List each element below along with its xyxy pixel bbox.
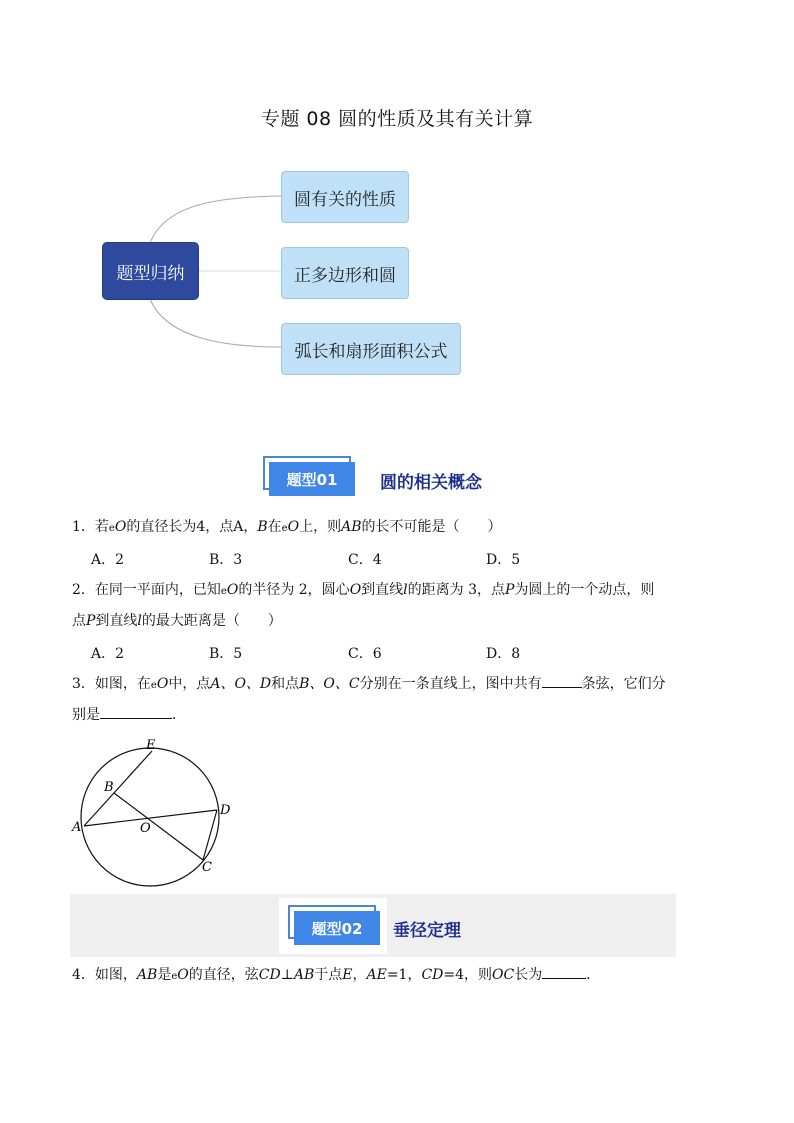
mindmap-root: 题型归纳 <box>103 243 198 299</box>
mindmap-node-1: 圆有关的性质 <box>281 171 409 223</box>
diameter-bc <box>114 793 203 860</box>
section2-badge <box>288 905 382 945</box>
page-title: 专题 08 圆的性质及其有关计算 <box>260 108 534 130</box>
mindmap-node-2: 正多边形和圆 <box>281 247 409 299</box>
circle-figure <box>70 735 240 895</box>
q1-option-c: C．4 <box>348 552 382 568</box>
label-b: B <box>104 780 114 795</box>
section1-title: 圆的相关概念 <box>380 473 482 493</box>
section2-title: 垂径定理 <box>393 921 461 941</box>
connector-top <box>150 196 281 243</box>
circle-o <box>81 748 219 886</box>
badge-label: 题型02 <box>294 911 380 945</box>
question-4: 4．如图，AB是eO的直径，弦CD⊥AB于点E，AE=1，CD=4，则OC长为 ． <box>72 964 600 987</box>
answer-blank-chords[interactable] <box>100 704 172 719</box>
q1-option-a: A．2 <box>91 552 125 568</box>
q2-option-a: A．2 <box>91 646 125 662</box>
badge-label: 题型01 <box>269 462 355 496</box>
question-2-line-1: 2．在同一平面内，已知eO的半径为 2，圆心O到直线l的距离为 3，点P为圆上的一个动点，则 <box>72 582 655 598</box>
label-a: A <box>72 820 82 835</box>
connector-bottom <box>150 299 281 347</box>
section1-badge <box>263 456 357 496</box>
question-3-line-1: 3．如图，在eO中，点A、O、D和点B、O、C分别在一条直线上，图中共有 条弦，它们分 <box>72 673 666 696</box>
label-c: C <box>202 860 212 875</box>
answer-blank-oc[interactable] <box>542 964 586 979</box>
q2-option-b: B．5 <box>209 646 243 662</box>
question-1: 1．若eO的直径长为4，点A，B在eO上，则AB的长不可能是（ ） <box>72 519 502 535</box>
q1-option-d: D．5 <box>486 552 521 568</box>
question-3-line-2: 别是 ． <box>72 704 186 725</box>
mindmap-node-3: 弧长和扇形面积公式 <box>281 323 461 375</box>
question-2-line-2: 点P到直线l的最大距离是（ ） <box>72 613 282 629</box>
label-o: O <box>140 821 151 836</box>
label-d: D <box>220 803 231 818</box>
chord-dc <box>203 810 217 860</box>
answer-blank-count[interactable] <box>542 673 582 688</box>
q2-option-d: D．8 <box>486 646 521 662</box>
q2-option-c: C．6 <box>348 646 382 662</box>
label-e: E <box>146 738 156 753</box>
q1-option-b: B．3 <box>209 552 243 568</box>
chord-ae <box>84 751 152 826</box>
